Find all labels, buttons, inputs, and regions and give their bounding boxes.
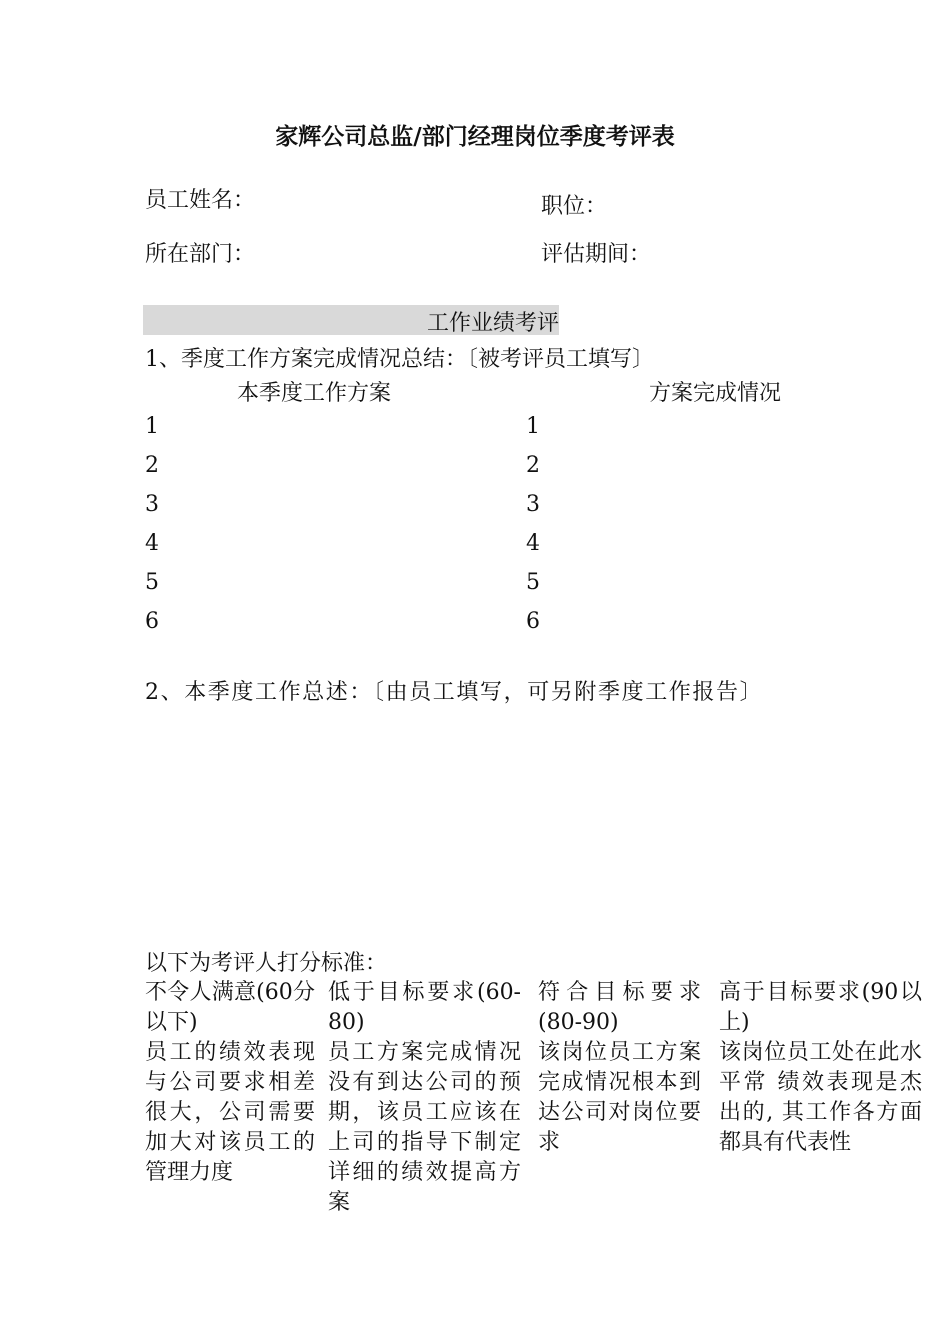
standard-label: 不令人满意(60分以下) xyxy=(145,980,315,1035)
standard-description: 该岗位员工方案完成情况根本到达公司对岗位要求 xyxy=(538,1040,701,1155)
standard-label: 低于目标要求(60-80) xyxy=(328,980,521,1035)
q2-heading: 2、本季度工作总述：〔由员工填写，可另附季度工作报告〕 xyxy=(145,680,764,705)
standard-label: 符合目标要求(80-90) xyxy=(538,980,701,1035)
section-title: 工作业绩考评 xyxy=(426,311,559,336)
standard-unsatisfactory xyxy=(145,978,315,1188)
plan-number: 4 xyxy=(145,531,159,556)
status-number: 2 xyxy=(526,453,540,478)
plan-column-header: 本季度工作方案 xyxy=(237,381,392,406)
plan-number: 1 xyxy=(145,414,159,439)
evaluation-period-label: 评估期间： xyxy=(541,242,652,267)
position-label: 职位： xyxy=(541,194,608,219)
q1-heading: 1、季度工作方案完成情况总结：〔被考评员工填写〕 xyxy=(145,347,654,372)
standard-description: 该岗位员工处在此水平常 绩效表现是杰出的, 其工作各方面都具有代表性 xyxy=(719,1040,922,1155)
status-number: 1 xyxy=(526,414,540,439)
page-title: 家辉公司总监/部门经理岗位季度考评表 xyxy=(275,123,675,150)
standard-label: 高于目标要求(90以上) xyxy=(719,980,922,1035)
status-number: 3 xyxy=(526,492,540,517)
status-number: 4 xyxy=(526,531,540,556)
standard-below-target xyxy=(328,978,521,1218)
standards-heading: 以下为考评人打分标准： xyxy=(145,951,388,976)
standard-description: 员工的绩效表现与公司要求相差很大，公司需要加大对该员工的管理力度 xyxy=(145,1040,315,1185)
standard-above-target xyxy=(719,978,922,1158)
plan-number: 6 xyxy=(145,609,159,634)
employee-name-label: 员工姓名： xyxy=(145,188,256,213)
plan-number: 2 xyxy=(145,453,159,478)
status-column-header: 方案完成情况 xyxy=(649,381,782,406)
standard-meets-target xyxy=(538,978,701,1158)
status-number: 5 xyxy=(526,570,540,595)
department-label: 所在部门： xyxy=(145,242,256,267)
plan-number: 5 xyxy=(145,570,159,595)
plan-number: 3 xyxy=(145,492,159,517)
status-number: 6 xyxy=(526,609,540,634)
standard-description: 员工方案完成情况没有到达公司的预期，该员工应该在上司的指导下制定详细的绩效提高方案 xyxy=(328,1040,521,1215)
